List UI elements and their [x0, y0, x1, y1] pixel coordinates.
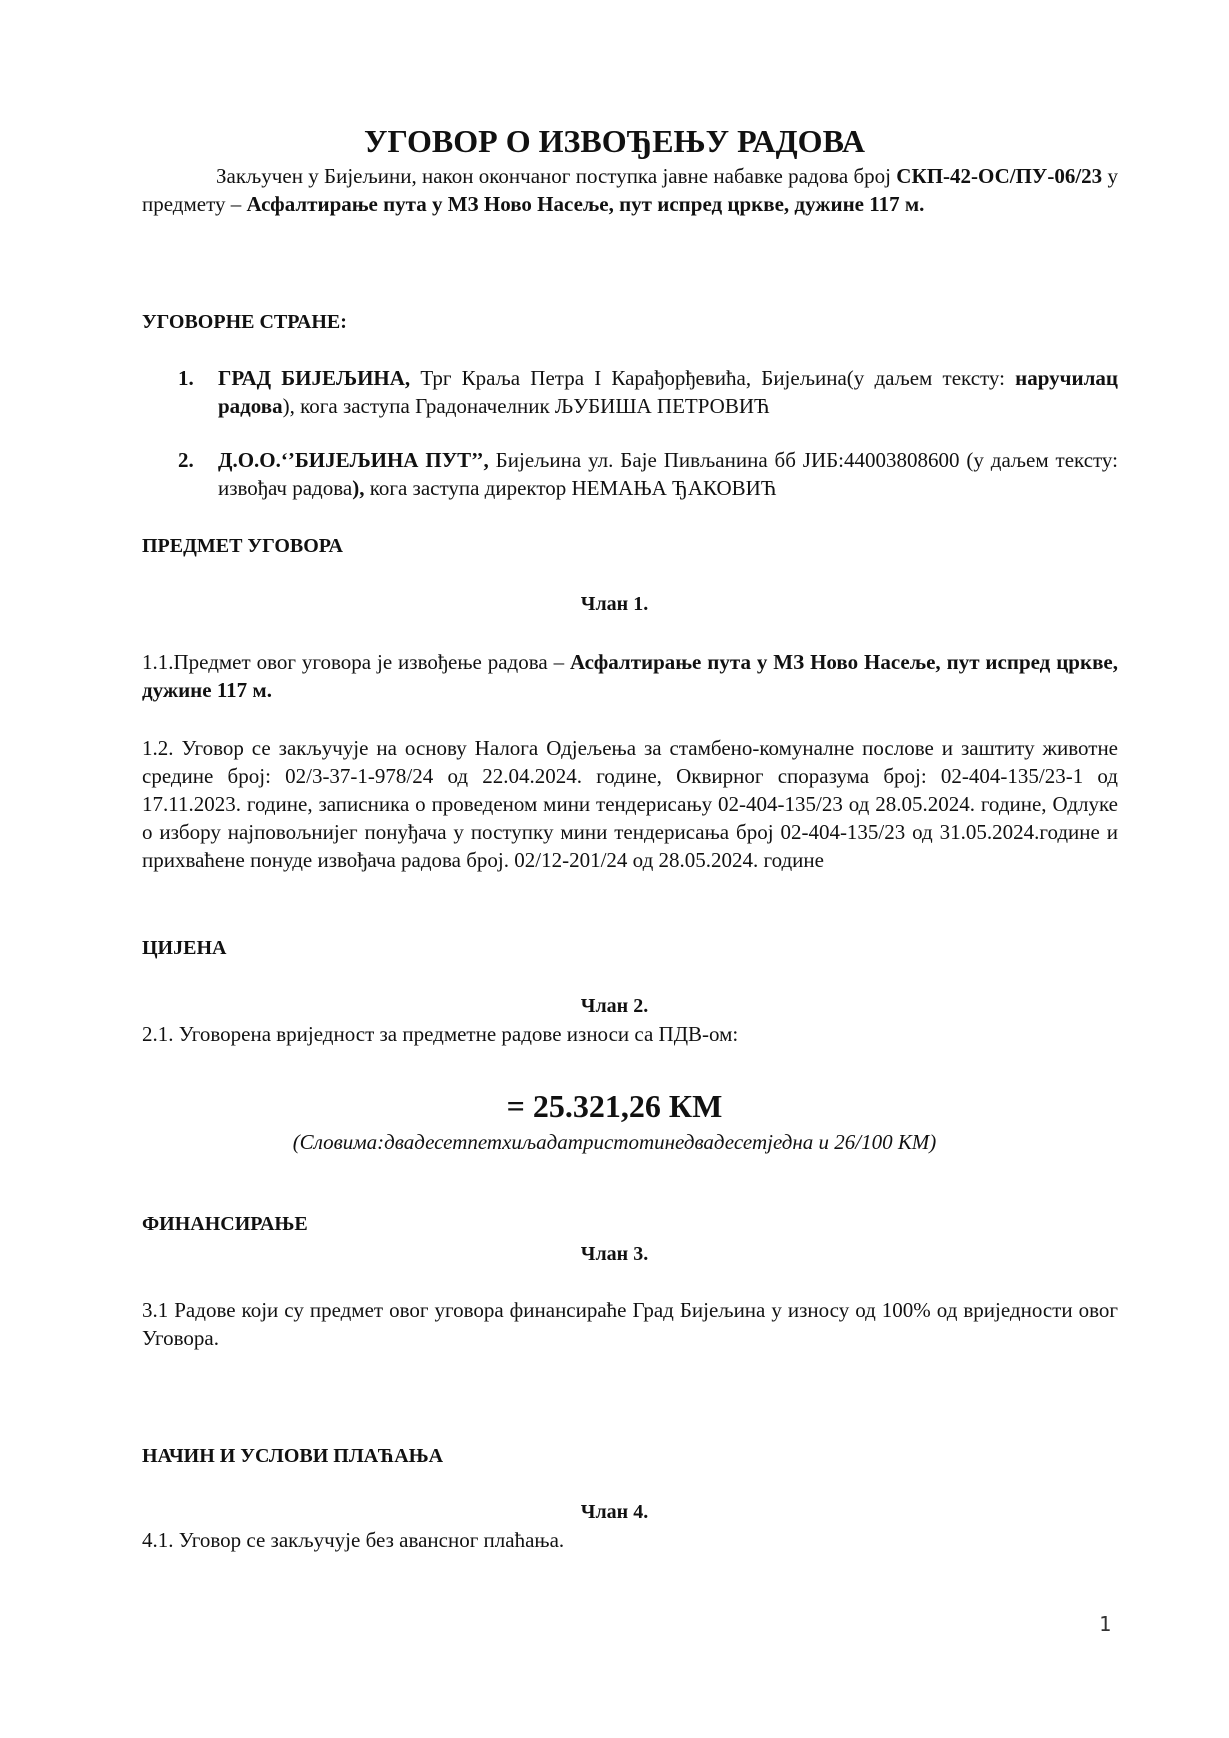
party-name: ГРАД БИЈЕЉИНА,	[218, 366, 411, 390]
party-text: кога заступа директор НЕМАЊА ЂАКОВИЋ	[364, 476, 777, 500]
article-1-heading: Члан 1.	[580, 593, 649, 615]
article-3-heading: Члан 3.	[580, 1243, 649, 1265]
document-title: УГОВОР О ИЗВОЂЕЊУ РАДОВА	[363, 123, 865, 159]
paragraph-2-1: 2.1. Уговорена вриједност за предметне радове износи са ПДВ-ом:	[142, 1022, 739, 1046]
party-text: Трг Краља Петра I Карађорђевића, Бијељина(у даљем тексту:	[410, 366, 1016, 390]
party-punct: ),	[352, 476, 365, 500]
paragraph-1-1	[142, 648, 1118, 704]
price-in-words: (Словима:двадесетпетхиљадатристотинедвадесетједна и 26/100 КМ)	[292, 1130, 937, 1154]
financing-heading: ФИНАНСИРАЊЕ	[142, 1213, 308, 1235]
party-2	[178, 446, 1118, 502]
party-role: наручилац радова	[218, 366, 1118, 418]
paragraph-4-1: 4.1. Уговор се закључује без авансног плаћања.	[142, 1528, 565, 1552]
project-name: Асфалтирање пута у МЗ Ново Насеље, пут испред цркве, дужине 117 м.	[142, 650, 1118, 702]
paragraph-text: 1.1.Предмет овог уговора је извођење радова –	[142, 650, 571, 674]
party-1	[178, 364, 1118, 420]
intro-text: у предмету –	[142, 164, 1118, 216]
intro-text: Закључен у Бијељини, након окончаног поступка јавне набавке радова број	[216, 164, 897, 188]
party-text: ), кога заступа Градоначелник ЉУБИША ПЕТРОВИЋ	[282, 394, 770, 418]
article-2-heading: Члан 2.	[580, 995, 649, 1017]
project-name: Асфалтирање пута у МЗ Ново Насеље, пут испред цркве, дужине 117 м.	[246, 192, 925, 216]
subject-heading: ПРЕДМЕТ УГОВОРА	[142, 535, 343, 557]
contract-price: = 25.321,26 КМ	[506, 1088, 723, 1124]
party-name: Д.О.О.‘’БИЈЕЉИНА ПУТ’’,	[218, 448, 489, 472]
list-number: 1.	[178, 366, 194, 390]
paragraph-1-2: 1.2. Уговор се закључује на основу Налога Одјељења за стамбено-комуналне послове и заштиту животне средине број: 02/3-37-1-978/24 од 22.04.2024. године, Оквирног споразума број: 02-404-135/23-1 од 17.11.2023. године, записника о проведеном мини тендерисању 02-404-135/23 од 28.05.2024. године, Одлуке о избору најповољнијег понуђача у поступку мини тендерисања број 02-404-135/23 од 31.05.2024.године и прихваћене понуде извођача радова број. 02/12-201/24 од 28.05.2024. године	[142, 736, 1118, 872]
party-text: Бијељина ул. Баје Пивљанина бб ЈИБ:44003808600 (у даљем тексту: извођач радова	[218, 448, 1118, 500]
article-4-heading: Члан 4.	[580, 1501, 649, 1523]
page-number: 1	[1098, 1612, 1111, 1636]
payment-heading: НАЧИН И УСЛОВИ ПЛАЋАЊА	[142, 1445, 444, 1467]
list-number: 2.	[178, 448, 194, 472]
price-heading: ЦИЈЕНА	[142, 937, 227, 959]
parties-heading: УГОВОРНЕ СТРАНЕ:	[142, 311, 347, 333]
procurement-number: СКП-42-ОС/ПУ-06/23	[896, 164, 1103, 188]
paragraph-3-1: 3.1 Радове који су предмет овог уговора финансираће Град Бијељина у износу од 100% од вриједности овог Уговора.	[142, 1298, 1118, 1350]
intro-paragraph	[142, 162, 1118, 218]
